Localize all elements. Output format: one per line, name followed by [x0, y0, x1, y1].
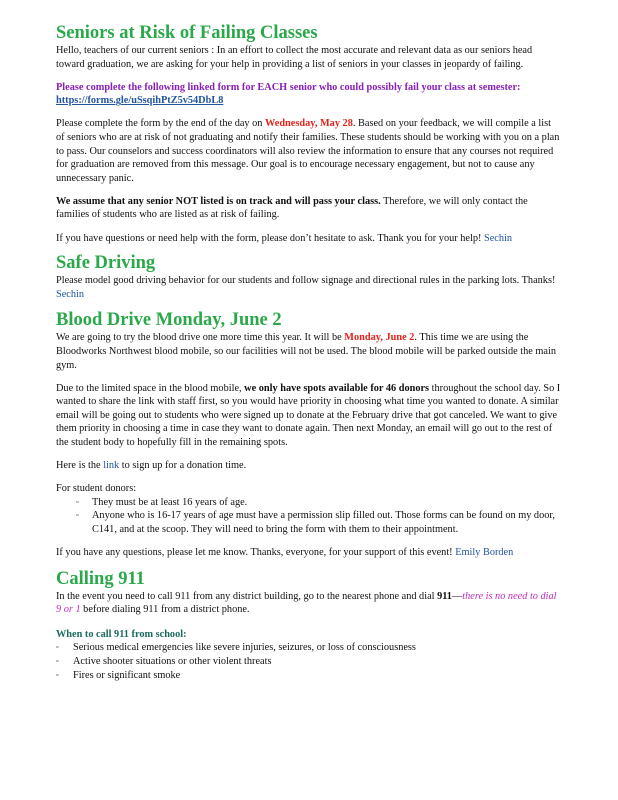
donor-spots-bold: we only have spots available for 46 donors: [244, 382, 430, 394]
section-title-calling-911: Calling 911: [56, 568, 145, 589]
signature-sechin-2[interactable]: Sechin: [56, 288, 85, 300]
when-to-call-heading: When to call 911 from school:: [56, 628, 187, 640]
section-title-safe-driving: Safe Driving: [56, 253, 156, 274]
no-need-note: there is no need to dial 9 or 1: [56, 590, 557, 616]
form-request-text: Please complete the following linked form for EACH senior who could possibly fail your class at semester:: [56, 81, 521, 93]
when-item-text: Fires or significant smoke: [73, 669, 181, 681]
signature-sechin-1[interactable]: Sechin: [483, 232, 513, 244]
blood-drive-p3: [56, 459, 562, 473]
call-dash: —: [451, 590, 463, 602]
donor-rules-list: [56, 496, 562, 537]
donor-rule-text: Anyone who is 16-17 years of age must have a permission slip filled out. Those forms can be found on my door, C141, and at the scoop. They will need to bring the form with them to their appointment.: [92, 510, 555, 535]
seniors-assumption: [56, 195, 562, 222]
assumption-rest: Therefore, we will only contact the families of students who are listed as at risk of failing.: [56, 195, 528, 221]
signup-link[interactable]: link: [103, 460, 120, 472]
list-item: [56, 669, 562, 683]
blood-p2-pre: Due to the limited space in the blood mobile,: [56, 382, 245, 394]
emergency-number: 911: [437, 590, 452, 602]
bullet-icon: ▫: [56, 643, 59, 652]
blood-drive-date: Monday, June 2: [344, 332, 415, 344]
donors-label: For student donors:: [56, 483, 137, 495]
section-title-seniors: Seniors at Risk of Failing Classes: [56, 23, 318, 43]
list-item: [56, 509, 562, 536]
bullet-icon: ▫: [56, 657, 59, 665]
assumption-bold: We assume that any senior NOT listed is on track and will pass your class.: [56, 195, 381, 207]
donor-rule-text: They must be at least 16 years of age.: [92, 496, 248, 508]
blood-p3-pre: Here is the: [56, 460, 104, 472]
questions-text: If you have questions or need help with the form, please don’t hesitate to ask. Thank you for your help!: [56, 232, 484, 244]
blood-p2-post: throughout the school day. So I wanted to share the link with staff first, so you would have priority in choosing what time you wanted to donate. A similar email will be going out to students who were signed up to donate at the February drive that got canceled. We want to give them priority in choosing a time in case they want to donate again. Then next Monday, an email will go out to the rest of the student body to hopefully fill in the remaining spots.: [56, 382, 561, 448]
when-to-call-list: [56, 641, 562, 682]
when-item-text: Active shooter situations or other violent threats: [73, 656, 272, 667]
bullet-icon: ▫: [76, 511, 79, 520]
seniors-questions: [56, 232, 562, 246]
blood-p3-post: to sign up for a donation time.: [119, 460, 247, 472]
blood-drive-p1: [56, 331, 562, 372]
blood-drive-p2: [56, 382, 562, 450]
bullet-icon: ▫: [56, 670, 59, 679]
bullet-icon: ▫: [76, 497, 79, 506]
list-item: [56, 496, 562, 510]
calling-911-p1: [56, 590, 562, 617]
blood-drive-closing: [56, 546, 562, 560]
seniors-deadline: [56, 117, 562, 185]
safe-driving-text: Please model good driving behavior for our students and follow signage and directional rules in the parking lots. Thanks!: [56, 275, 556, 287]
deadline-pre: Please complete the form by the end of the day on: [56, 118, 266, 130]
when-item-text: Serious medical emergencies like severe injuries, seizures, or loss of consciousness: [73, 642, 416, 654]
section-title-blood-drive: Blood Drive Monday, June 2: [56, 310, 282, 331]
call-p1-pre: In the event you need to call 911 from any district building, go to the nearest phone and dial: [56, 590, 438, 602]
list-item: [56, 641, 562, 655]
closing-text: If you have any questions, please let me know. Thanks, everyone, for your support of this event!: [56, 547, 456, 559]
safe-driving-body: [56, 274, 562, 301]
deadline-post: . Based on your feedback, we will compile a list of seniors who are at risk of not graduating and notify their families. These students should be working with you on a plan to pass. Our counselors and success coordinators will also review the information to ensure that any courses not required for graduation are removed from this message. Our goal is to encourage necessary engagement, but not to cause any unnecessary panic.: [56, 118, 560, 184]
blood-p1-post: . This time we are using the Bloodworks Northwest blood mobile, so our facilities will not be used. The blood mobile will be parked outside the main gym.: [56, 332, 556, 371]
list-item: [56, 655, 562, 669]
form-link[interactable]: https://forms.gle/uSsqihPtZ5v54DbL8: [56, 95, 224, 107]
signature-emily-borden[interactable]: Emily Borden: [455, 547, 514, 559]
deadline-date: Wednesday, May 28: [265, 118, 353, 130]
call-p1-post: before dialing 911 from a district phone.: [80, 604, 250, 616]
seniors-intro: Hello, teachers of our current seniors : In an effort to collect the most accurate and relevant data as our seniors head toward graduation, we are asking for your help in providing a list of seniors in your classes in jeopardy of failing.: [56, 45, 533, 70]
seniors-form-request: [56, 81, 562, 108]
blood-p1-pre: We are going to try the blood drive one more time this year. It will be: [56, 332, 345, 344]
